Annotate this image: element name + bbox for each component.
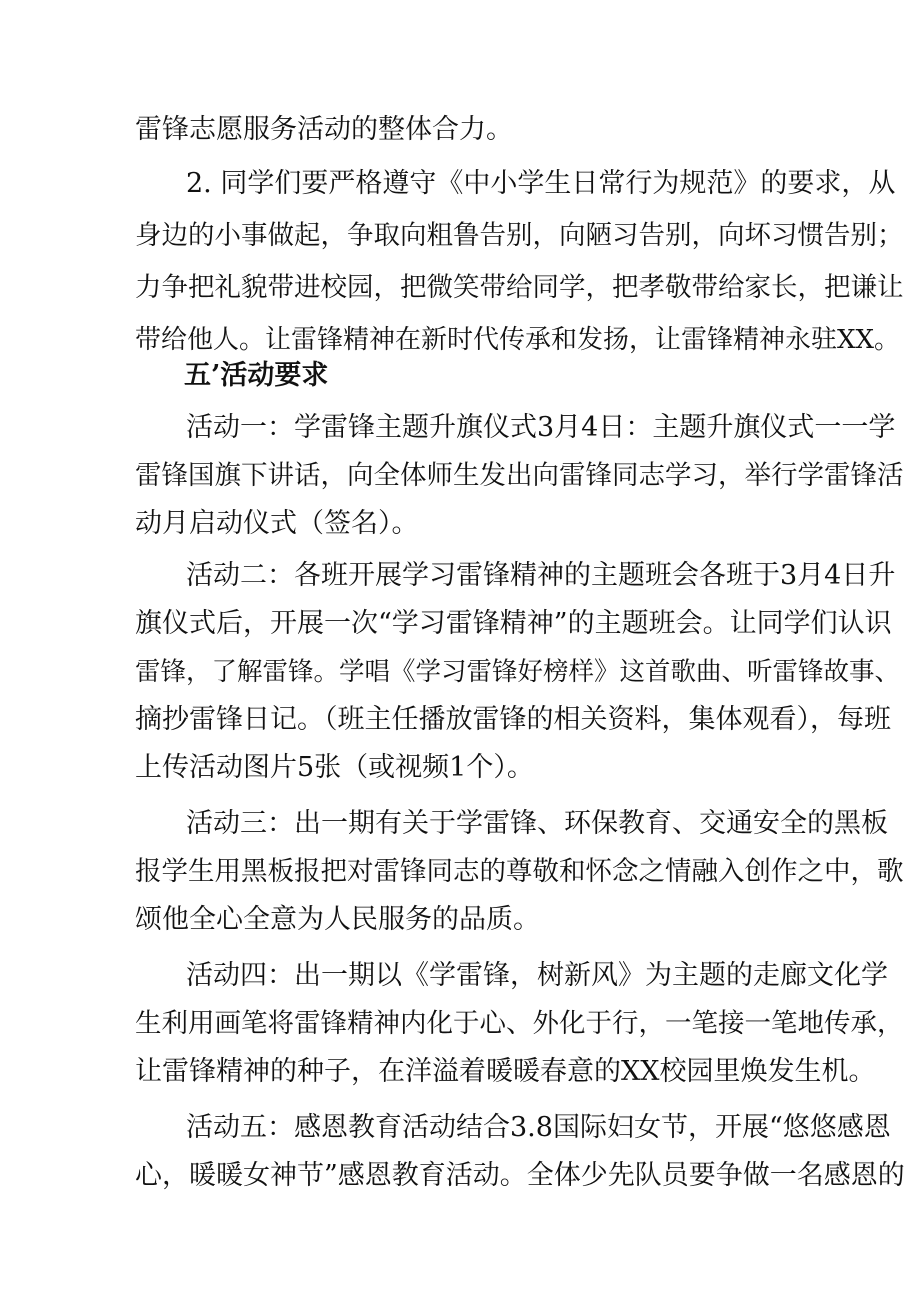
activity-3-line-3: 颂他全心全意为人民服务的品质。 [135,904,540,935]
activity-2-line-5: 上传活动图片5张（或视频1个）。 [135,752,534,783]
activity-1-line-2: 雷锋国旗下讲话，向全体师生发出向雷锋同志学习，举行学雷锋活 [135,460,904,491]
activity-2-line-4: 摘抄雷锋日记。（班主任播放雷锋的相关资料，集体观看），每班 [135,704,891,735]
activity-3-line-1: 活动三：出一期有关于学雷锋、环保教育、交通安全的黑板 [186,808,888,839]
activity-5-line-2: 心，暖暖女神节”感恩教育活动。全体少先队员要争做一名感恩的 [135,1160,905,1191]
section-heading: 五’活动要求 [184,360,329,391]
activity-2-line-3: 雷锋，了解雷锋。学唱《学习雷锋好榜样》这首歌曲、听雷锋故事、 [135,657,901,687]
activity-3-line-2: 报学生用黑板报把对雷锋同志的尊敬和怀念之情融入创作之中，歌 [135,856,904,887]
item-2-line-3: 力争把礼貌带进校园，把微笑带给同学，把孝敬带给家长，把谦让 [135,272,904,303]
activity-4-line-3: 让雷锋精神的种子，在洋溢着暖暖春意的XX校园里焕发生机。 [135,1056,876,1087]
paragraph-continuation: 雷锋志愿服务活动的整体合力。 [135,114,513,145]
item-2-line-4: 带给他人。让雷锋精神在新时代传承和发扬，让雷锋精神永驻XX。 [135,325,901,355]
item-2-line-2: 身边的小事做起，争取向粗鲁告别，向陋习告别，向坏习惯告别； [135,220,904,251]
activity-2-line-2: 旗仪式后，开展一次“学习雷锋精神”的主题班会。让同学们认识 [135,608,892,639]
activity-4-line-2: 生利用画笔将雷锋精神内化于心、外化于行，一笔接一笔地传承， [135,1008,904,1039]
item-2-line-1: 2. 同学们要严格遵守《中小学生日常行为规范》的要求，从 [186,168,896,199]
activity-2-line-1: 活动二：各班开展学习雷锋精神的主题班会各班于3月4日升 [186,560,896,591]
activity-1-line-3: 动月启动仪式（签名）。 [135,508,419,539]
activity-5-line-1: 活动五：感恩教育活动结合3.8国际妇女节，开展“悠悠感恩 [186,1112,891,1143]
activity-1-line-1: 活动一：学雷锋主题升旗仪式3月4日：主题升旗仪式一一学 [186,412,896,443]
activity-4-line-1: 活动四：出一期以《学雷锋，树新风》为主题的走廊文化学 [186,960,888,991]
